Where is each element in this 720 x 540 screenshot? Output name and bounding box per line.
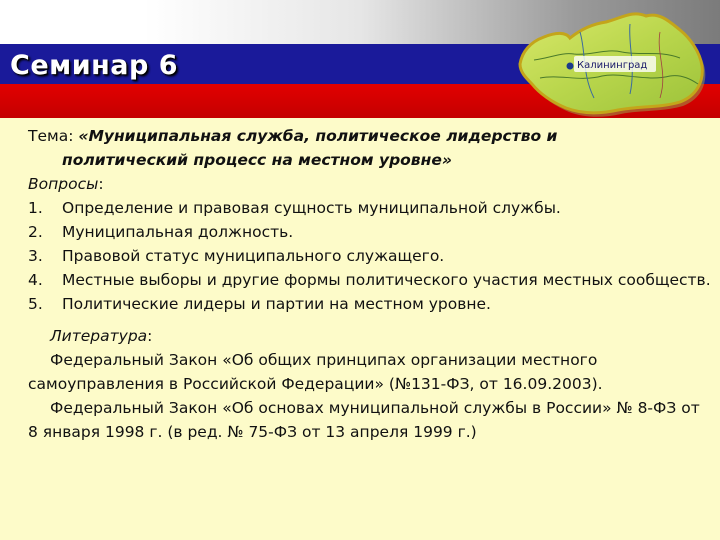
literature-item: Федеральный Закон «Об основах муниципальной службы в России» № 8-ФЗ от 8 января 1998 г. (в ред. № 75-ФЗ от 13 апреля 1999 г.): [28, 399, 700, 441]
literature-item: Федеральный Закон «Об общих принципах организации местного самоуправления в Российской Федерации» (№131-ФЗ, от 16.09.2003).: [28, 351, 603, 393]
topic: Тема: «Муниципальная служба, политическое лидерство и: [28, 127, 558, 145]
list-item: 2. Муниципальная должность.: [28, 223, 294, 241]
list-item: 4. Местные выборы и другие формы политического участия местных сообществ.: [28, 271, 711, 289]
literature-heading: Литература:: [50, 327, 153, 345]
map-city-label: Калининград: [577, 60, 648, 71]
questions-list: [28, 196, 713, 316]
literature-section: [28, 324, 713, 444]
slide-title: Семинар 6: [10, 50, 179, 81]
list-item: 1. Определение и правовая сущность муниципальной службы.: [28, 199, 561, 217]
topic-text-line2: политический процесс на местном уровне: [62, 151, 442, 169]
kaliningrad-map-icon: [510, 2, 720, 122]
slide-content: Тема: «Муниципальная служба, политическое лидерство и политический процесс на местном уровне» Вопросы: 1. Определение и правовая сущность муниципальной службы. 2. Муниципальная должность. 3. Правовой статус муниципального служащего. 4. Местные выборы и другие формы политического участия местных сообществ. 5. Политические лидеры и партии на местном уровне. Литература: Федеральный Закон «Об общих принципах организации местного самоуправления в Российской Федерации» (№131-ФЗ, от 16.09.2003). Федеральный Закон «Об основах муниципальной службы в России» № 8-ФЗ от 8 января 1998 г. (в ред. № 75-ФЗ от 13 апреля 1999 г.): [28, 124, 713, 444]
list-item: 5. Политические лидеры и партии на местном уровне.: [28, 295, 491, 313]
topic-text-line1: Муниципальная служба, политическое лидерство и: [88, 127, 558, 145]
topic-label: Тема:: [28, 127, 79, 145]
list-item: 3. Правовой статус муниципального служащего.: [28, 247, 445, 265]
questions-heading: Вопросы:: [28, 175, 104, 193]
